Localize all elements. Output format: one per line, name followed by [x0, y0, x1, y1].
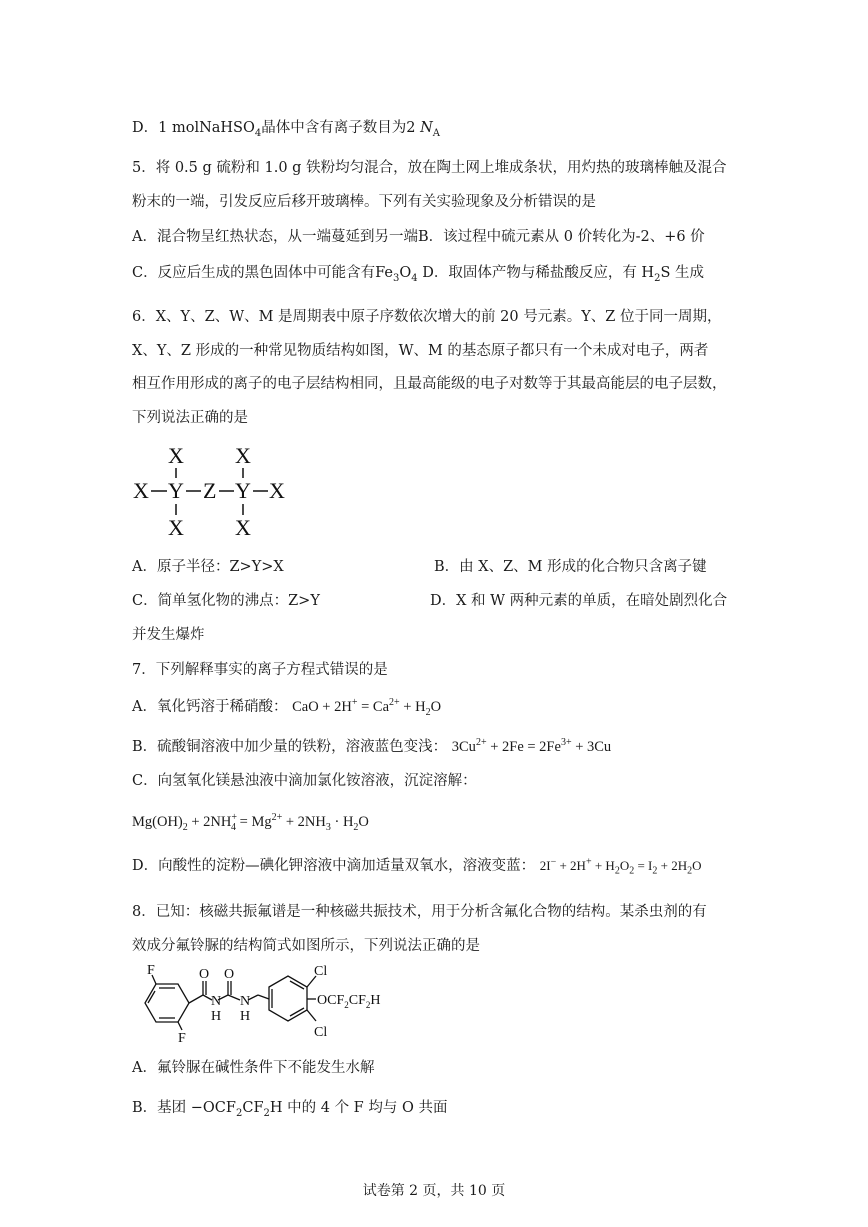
- q6-option-b: B．由 X、Z、M 形成的化合物只含离子键: [434, 559, 707, 575]
- atom-x-top-right: X: [235, 443, 251, 468]
- atom-y-left: Y: [168, 478, 184, 503]
- atom-h-right: H: [240, 1009, 251, 1024]
- atom-x-top-left: X: [168, 443, 184, 468]
- atom-f-top: F: [147, 963, 155, 978]
- atom-x-right: X: [269, 478, 285, 503]
- q8-stem-line1: 8．已知：核磁共振氟谱是一种核磁共振技术，用于分析含氟化合物的结构。某杀虫剂的有: [132, 904, 707, 920]
- atom-n-right: N: [240, 994, 251, 1009]
- q6-option-a: A．原子半径：Z>Y>X: [132, 559, 284, 575]
- q6-option-d-cont: 并发生爆炸: [132, 627, 205, 643]
- atom-z: Z: [203, 478, 217, 503]
- atom-h-left: H: [211, 1009, 222, 1024]
- q7-option-d-equation: $2I^- + 2H^+ + H_2O_2 = I_2 + 2H_2O$: [539, 856, 702, 877]
- q7-option-b-equation: $3Cu^{2+} + 2Fe = 2Fe^{3+} + 3Cu$: [451, 737, 612, 755]
- atom-o-right: O: [224, 967, 235, 982]
- q8-stem-line2: 效成分氟铃脲的结构简式如图所示，下列说法正确的是: [132, 938, 480, 954]
- q8-structure-diagram: [128, 962, 408, 1046]
- atom-y-right: Y: [235, 478, 251, 503]
- page-footer: 试卷第 2 页，共 10 页: [362, 1183, 506, 1199]
- q7-option-c: C．向氢氧化镁悬浊液中滴加氯化铵溶液，沉淀溶解：: [132, 773, 477, 789]
- q6-stem-line1: 6．X、Y、Z、W、M 是周期表中原子序数依次增大的前 20 号元素。Y、Z 位于同一周期，: [132, 309, 722, 325]
- atom-cl-top: Cl: [314, 964, 328, 979]
- atom-x-left: X: [133, 478, 149, 503]
- q5-stem-line2: 粉末的一端，引发反应后移开玻璃棒。下列有关实验现象及分析错误的是: [132, 194, 596, 210]
- group-ocf2cf2h: $OCF_2CF_2H$: [317, 993, 381, 1010]
- q5-options-ab: A．混合物呈红热状态，从一端蔓延到另一端B．该过程中硫元素从 0 价转化为-2、+6 价: [132, 229, 705, 245]
- atom-x-bottom-right: X: [235, 515, 251, 540]
- atom-f-bottom: F: [178, 1031, 186, 1046]
- atom-o-left: O: [199, 967, 210, 982]
- q7-option-a-equation: CaO + $2H^+ = Ca^{2+} + H_2O$: [292, 697, 442, 718]
- q7-option-a: A．氧化钙溶于稀硝酸： CaO + $2H^+ = Ca^{2+} + H_2O$: [132, 697, 442, 718]
- q5-stem-line1: 5．将 0.5 g 硫粉和 1.0 g 铁粉均匀混合，放在陶土网上堆成条状，用灼热的玻璃棒触及混合: [132, 160, 727, 176]
- atom-n-left: N: [211, 994, 222, 1009]
- q7-option-b: B．硫酸铜溶液中加少量的铁粉，溶液蓝色变浅： $3Cu^{2+} + 2Fe = 2Fe^{3+} + 3Cu$: [132, 737, 612, 755]
- q7-option-c-equation: $Mg(OH)_2 + 2NH^+_4 = Mg^{2+} + 2NH_3 \cdot H_2O$: [132, 812, 369, 833]
- atom-x-bottom-left: X: [168, 515, 184, 540]
- q7-option-d: D．向酸性的淀粉—碘化钾溶液中滴加适量双氧水，溶液变蓝： $2I^- + 2H^+ + H_2O_2 = I_2 + 2H_2O$: [132, 856, 702, 877]
- q7-stem: 7．下列解释事实的离子方程式错误的是: [132, 662, 388, 678]
- q8-option-b: B．基团 $-OCF_2CF_2H$ 中的 4 个 F 均与 O 共面: [132, 1100, 448, 1119]
- q8-option-a: A．氟铃脲在碱性条件下不能发生水解: [132, 1060, 375, 1076]
- q6-stem-line3: 相互作用形成的离子的电子层结构相同，且最高能级的电子对数等于其最高能层的电子层数，: [132, 376, 727, 392]
- atom-cl-bottom: Cl: [314, 1025, 328, 1040]
- q5-options-cd: C．反应后生成的黑色固体中可能含有$Fe_3O_4$ D．取固体产物与稀盐酸反应，有 $H_2S$ 生成: [132, 265, 705, 284]
- option-d-nahso4: D．1 molNaHSO$_4$晶体中含有离子数目为2 $N_A$: [132, 120, 441, 139]
- q6-structure-diagram: [128, 440, 298, 540]
- q6-stem-line4: 下列说法正确的是: [132, 410, 248, 426]
- q6-option-d: D．X 和 W 两种元素的单质，在暗处剧烈化合: [430, 593, 728, 609]
- q6-stem-line2: X、Y、Z 形成的一种常见物质结构如图，W、M 的基态原子都只有一个未成对电子，两者: [132, 343, 709, 359]
- q6-option-c: C．简单氢化物的沸点：Z>Y: [132, 593, 320, 609]
